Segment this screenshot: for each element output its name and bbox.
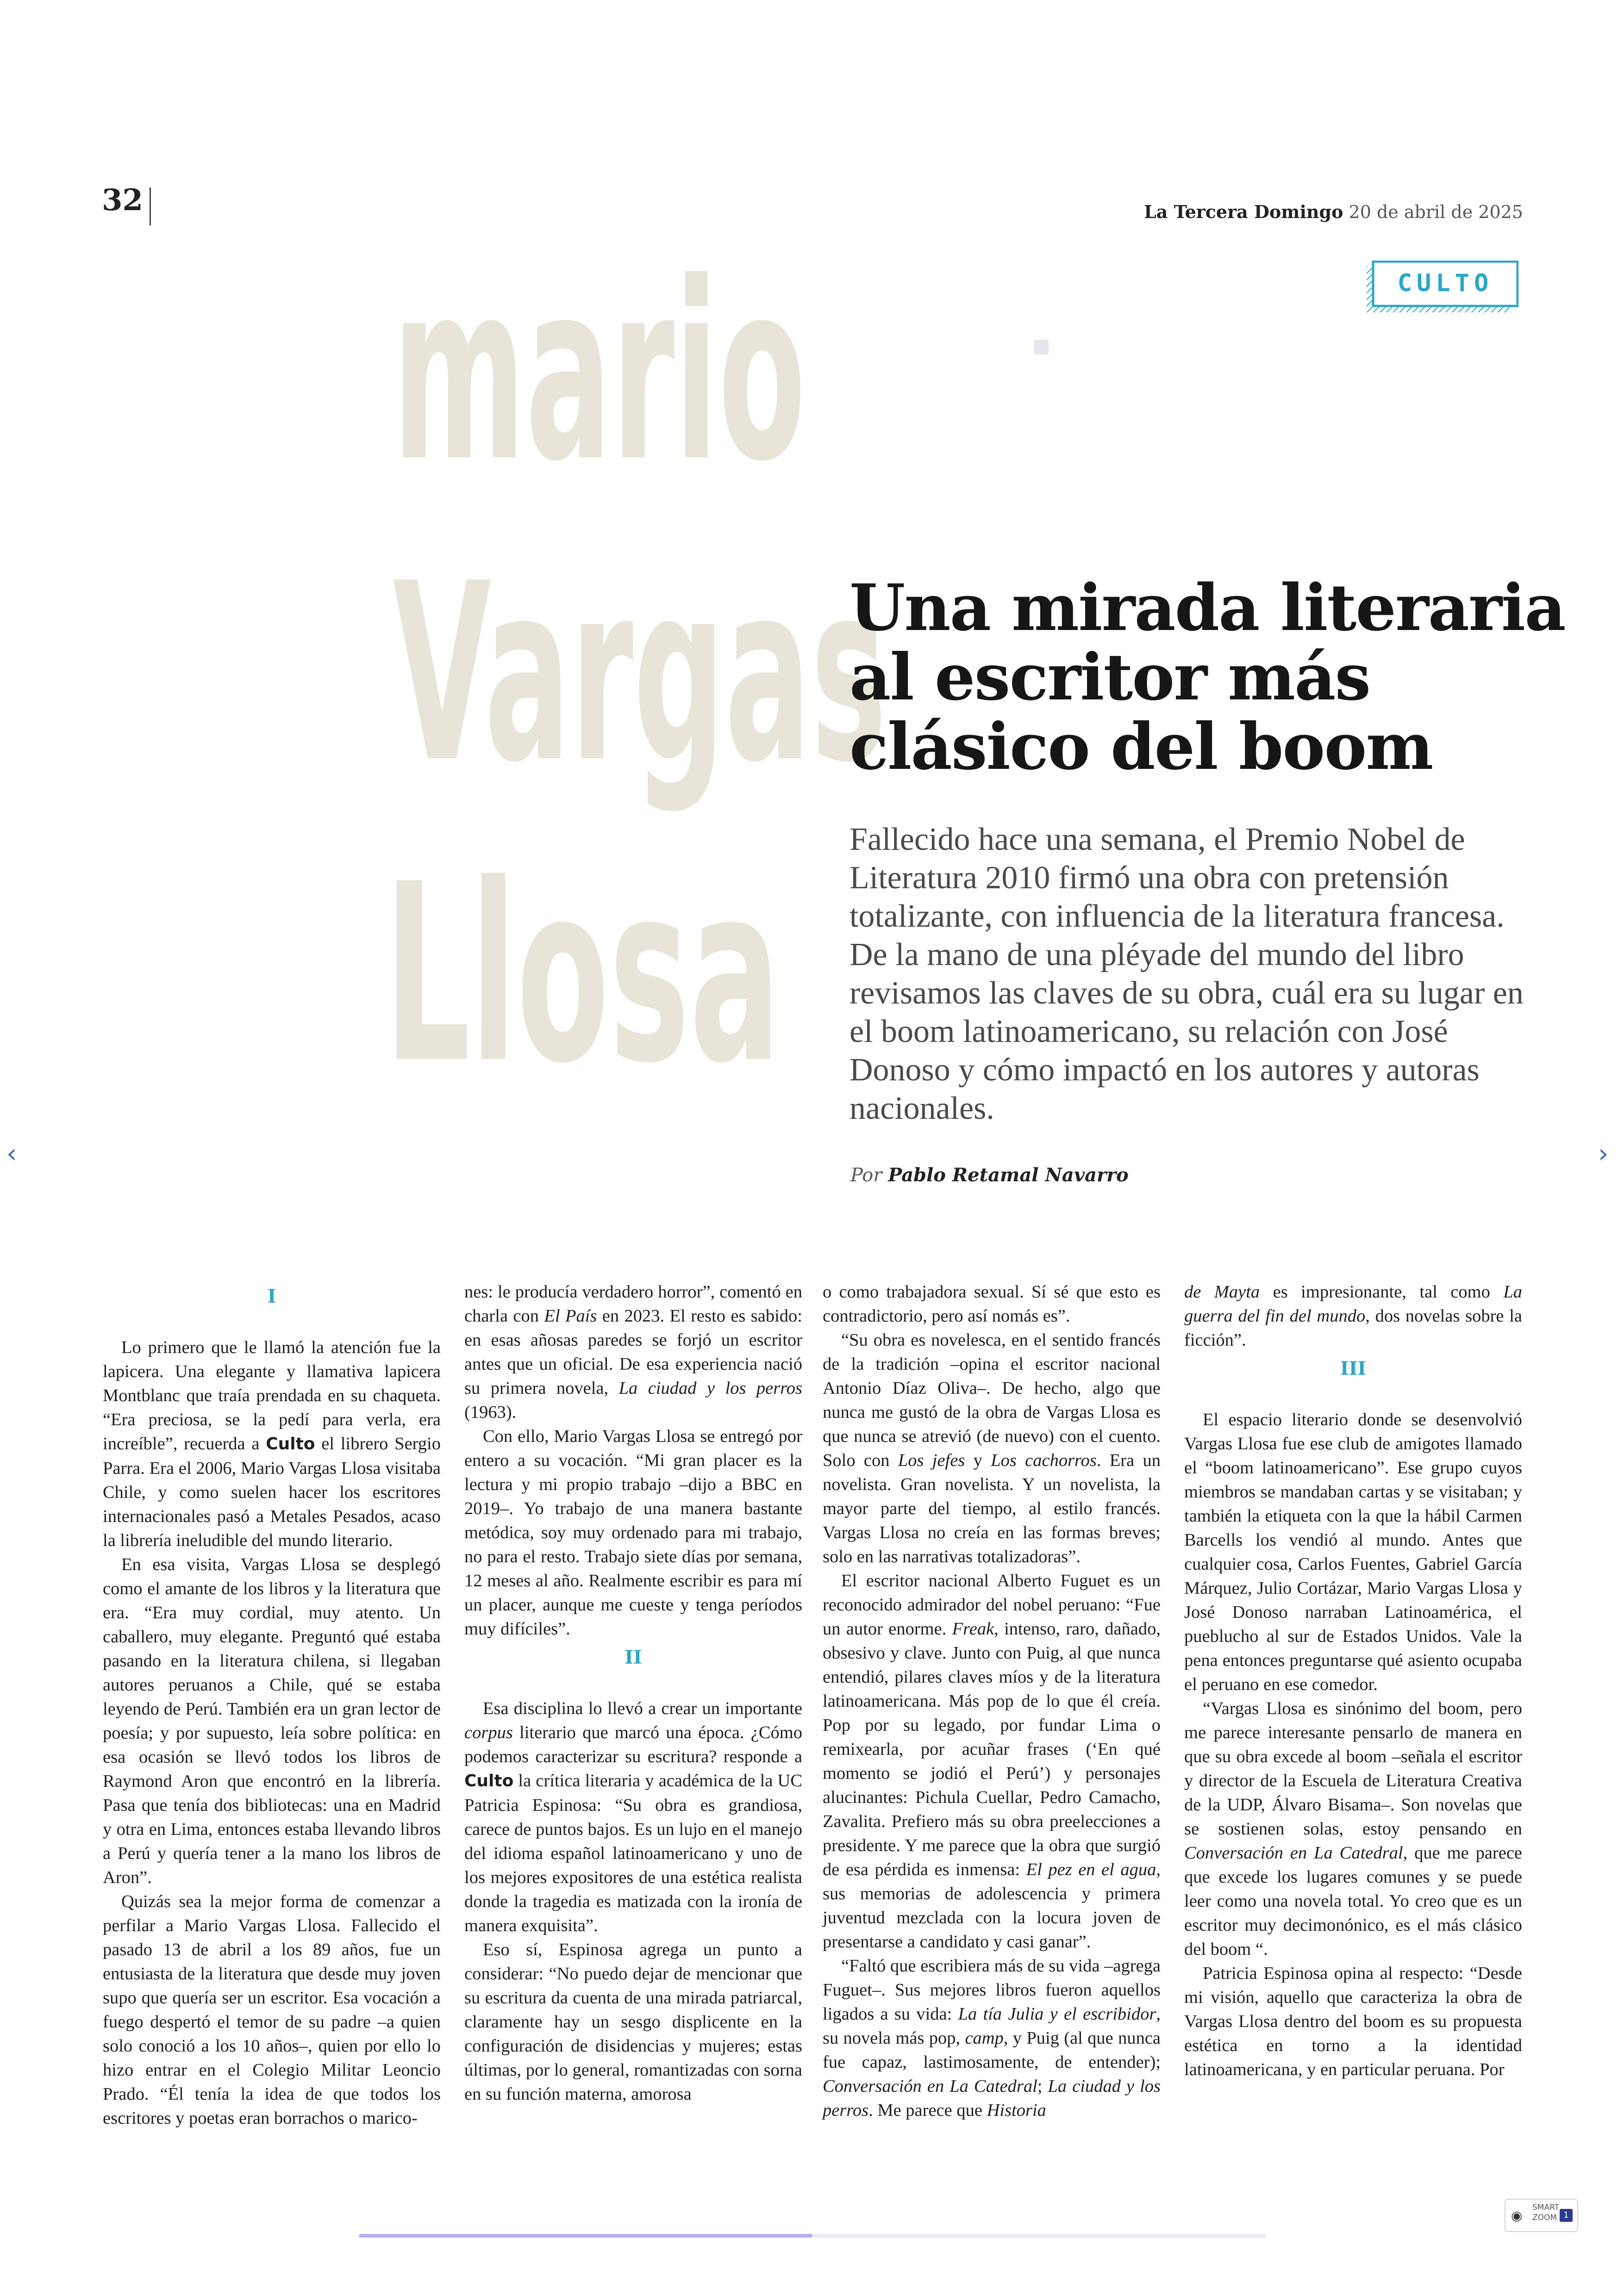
culto-section-logo bbox=[1366, 261, 1518, 316]
body-column-2 bbox=[464, 1280, 802, 2106]
body-paragraph: El espacio literario donde se desenvolvió Vargas Llosa fue ese club de amigotes llamado el “boom latinoamericano”. Ese grupo cuyos miembros se mandaban cartas y se visitaban; y también la etiqueta con la que la hábil Carmen Barcells los vendió al mundo. Antes que cualquier cosa, Carlos Fuentes, Gabriel García Márquez, Julio Cortázar, Mario Vargas Llosa y José Donoso narraban Latinoamérica, el pueblucho al sur de Estados Unidos. Vale la pena entonces preguntarse qué asiento ocupaba el peruano en ese comedor. bbox=[1184, 1410, 1522, 1694]
body-paragraph: Esa disciplina lo llevó a crear un importante corpus literario que marcó una época. ¿Cómo podemos caracterizar su escritura? responde a Culto la crítica literaria y académica de la UC Patricia Espinosa: “Su obra es grandiosa, carece de puntos bajos. Es un lujo en el manejo del idioma español latinoamericano y uno de los mejores expositores de una estética realista donde la tragedia es matizada con la ironía de manera exquisita”. bbox=[464, 1699, 802, 1935]
body-paragraph: o como trabajadora sexual. Sí sé que esto es contradictorio, pero así nomás es”. bbox=[823, 1282, 1161, 1326]
body-paragraph: de Mayta es impresionante, tal como La guerra del fin del mundo, dos novelas sobre la ficción”. bbox=[1184, 1282, 1522, 1350]
big-name-line-3: Llosa bbox=[384, 831, 781, 1117]
zoom-level-badge: 1 bbox=[1560, 2209, 1573, 2222]
body-column-4 bbox=[1184, 1280, 1522, 2082]
headline-line-1: Una mirada literaria bbox=[849, 570, 1565, 645]
smart-zoom-label: SMART ZOOM bbox=[1532, 2203, 1560, 2222]
eye-icon: ◉ bbox=[1511, 2208, 1523, 2223]
masthead bbox=[1144, 201, 1523, 222]
body-paragraph: nes: le producía verdadero horror”, comentó en charla con El País en 2023. El resto es sabido: en esas añosas paredes se forjó un escritor antes que un oficial. De esa experiencia nació su primera novela, La ciudad y los perros (1963). bbox=[464, 1282, 802, 1422]
big-name-line-2: Vargas bbox=[393, 530, 887, 816]
reading-progress-fill bbox=[359, 2234, 812, 2238]
body-paragraph: Patricia Espinosa opina al respecto: “Desde mi visión, aquello que caracteriza la obra de Vargas Llosa dentro del boom es su propuesta estética en torno a la identidad latinoamericana, y en particular peruana. Por bbox=[1184, 1964, 1522, 2079]
section-numeral: II bbox=[625, 1646, 642, 1668]
body-column-1 bbox=[103, 1280, 441, 2130]
link-marker-icon[interactable] bbox=[1034, 340, 1049, 355]
section-numeral: I bbox=[267, 1285, 276, 1307]
chevron-left-icon[interactable]: ‹ bbox=[6, 1139, 17, 1169]
culto-logo-text: CULTO bbox=[1397, 269, 1493, 297]
byline bbox=[850, 1164, 1129, 1186]
body-paragraph: Eso sí, Espinosa agrega un punto a considerar: “No puedo dejar de mencionar que su escritura da cuenta de una mirada patriarcal, claramente hay un sesgo displicente en la configuración de disidencias y mujeres; estas últimas, por lo general, romantizadas con sorna en su función materna, amorosa bbox=[464, 1940, 802, 2104]
body-paragraph: Lo primero que le llamó la atención fue la lapicera. Una elegante y llamativa lapicera Montblanc que traía prendada en su chaqueta. “Era preciosa, se la pedí para verla, era increíble”, recuerda a Culto el librero Sergio Parra. Era el 2006, Mario Vargas Llosa visitaba Chile, y como suelen hacer los escritores internacionales pasó a Metales Pesados, acaso la librería ineludible del mundo literario. bbox=[103, 1338, 441, 1550]
reading-progress-bar[interactable] bbox=[359, 2234, 1266, 2238]
page-number-divider bbox=[150, 187, 151, 225]
big-name-line-1: mario bbox=[393, 230, 806, 515]
issue-date: 20 de abril de 2025 bbox=[1349, 202, 1523, 222]
headline-line-2: al escritor más bbox=[849, 639, 1370, 715]
chevron-right-icon[interactable]: › bbox=[1598, 1139, 1609, 1169]
publication-name: La Tercera Domingo bbox=[1144, 201, 1343, 222]
body-paragraph: “Vargas Llosa es sinónimo del boom, pero me parece interesante pensarlo de manera en que su obra excede al boom –señala el escritor y director de la Escuela de Literatura Creativa de la UDP, Álvaro Bisama–. Son novelas que se sostienen solas, estoy pensando en Conversación en La Catedral, que me parece que excede los lugares comunes y se puede leer como una novela total. Yo creo que es un escritor muy decimonónico, es el más clásico del boom “. bbox=[1184, 1699, 1523, 1959]
byline-prefix: Por bbox=[850, 1165, 882, 1186]
headline bbox=[849, 570, 1565, 784]
big-name-typography bbox=[259, 222, 887, 1125]
body-paragraph: Con ello, Mario Vargas Llosa se entregó por entero a su vocación. “Mi gran placer es la lectura y mi propio trabajo –dijo a BBC en 2019–. Yo trabajo de una manera bastante metódica, soy muy ordenado para mi trabajo, no para el resto. Trabajo siete días por semana, 12 meses al año. Realmente escribir es para mí un placer, aunque me cueste y tenga períodos muy difíciles”. bbox=[464, 1427, 802, 1639]
body-paragraph: Quizás sea la mejor forma de comenzar a perfilar a Mario Vargas Llosa. Fallecido el pasado 13 de abril a los 89 años, fue un entusiasta de la literatura que desde muy joven supo que quería ser un escritor. Esa vocación a fuego despertó el temor de su padre –a quien solo conoció a los 10 años–, quien por ello lo hizo entrar en el Colegio Militar Leoncio Prado. “Él tenía la idea de que todos los escritores y poetas eran borrachos o marico- bbox=[103, 1892, 441, 2128]
body-paragraph: “Faltó que escribiera más de su vida –agrega Fuguet–. Sus mejores libros fueron aquellos ligados a su vida: La tía Julia y el escribidor, su novela más pop, camp, y Puig (al que nunca fue capaz, lastimosamente, de entender); Conversación en La Catedral; La ciudad y los perros. Me parece que Historia bbox=[823, 1956, 1161, 2120]
body-column-3 bbox=[823, 1280, 1161, 2122]
body-paragraph: El escritor nacional Alberto Fuguet es un reconocido admirador del nobel peruano: “Fue un autor enorme. Freak, intenso, raro, dañado, obsesivo y clave. Junto con Puig, al que nunca entendió, pilares claves míos y de la literatura latinoamericana. Más pop de lo que él creía. Pop por su legado, por fundar Lima o remixearla, por acuñar frases (‘En qué momento se jodió el Perú’) y personajes alucinantes: Pichula Cuellar, Pedro Camacho, Zavalita. Prefiero más su obra preelecciones a presidente. Y me parece que la obra que surgió de esa pérdida es inmensa: El pez en el agua, sus memorias de adolescencia y primera juventud mezclada con la locura joven de presentarse a candidato y casi ganar”. bbox=[823, 1571, 1161, 1952]
smart-zoom-button[interactable] bbox=[1505, 2199, 1578, 2232]
page-number: 32 bbox=[102, 183, 144, 218]
body-paragraph: En esa visita, Vargas Llosa se desplegó como el amante de los libros y la literatura que era. “Era muy cordial, muy atento. Un caballero, muy elegante. Preguntó qué estaba pasando en la literatura chilena, si llegaban autores peruanos a Chile, qué se estaba leyendo de Perú. También era un gran lector de poesía; y por supuesto, leía sobre política: en esa ocasión se llevó todos los libros de Raymond Aron que encontró en la librería. Pasa que tenía dos bibliotecas: una en Madrid y otra en Lima, entonces estaba llevando libros a Perú y quería tener a la mano los libros de Aron”. bbox=[103, 1555, 441, 1887]
byline-author: Pablo Retamal Navarro bbox=[888, 1164, 1129, 1186]
body-paragraph: “Su obra es novelesca, en el sentido francés de la tradición –opina el escritor nacional Antonio Díaz Oliva–. De hecho, algo que nunca me gustó de la obra de Vargas Llosa es que nunca se atrevió (de nuevo) con el cuento. Solo con Los jefes y Los cachorros. Era un novelista. Gran novelista. Y un novelista, la mayor parte del tiempo, al estilo francés. Vargas Llosa no creía en las formas breves; solo en las narrativas totalizadoras”. bbox=[823, 1330, 1161, 1566]
section-numeral: III bbox=[1340, 1358, 1367, 1379]
standfirst: Fallecido hace una semana, el Premio Nobel de Literatura 2010 firmó una obra con pretensión totalizante, con influencia de la literatura francesa. De la mano de una pléyade del mundo del libro revisamos las claves de su obra, cuál era su lugar en el boom latinoamericano, su relación con José Donoso y cómo impactó en los autores y autoras nacionales. bbox=[849, 822, 1524, 1126]
headline-line-3: clásico del boom bbox=[849, 709, 1433, 784]
